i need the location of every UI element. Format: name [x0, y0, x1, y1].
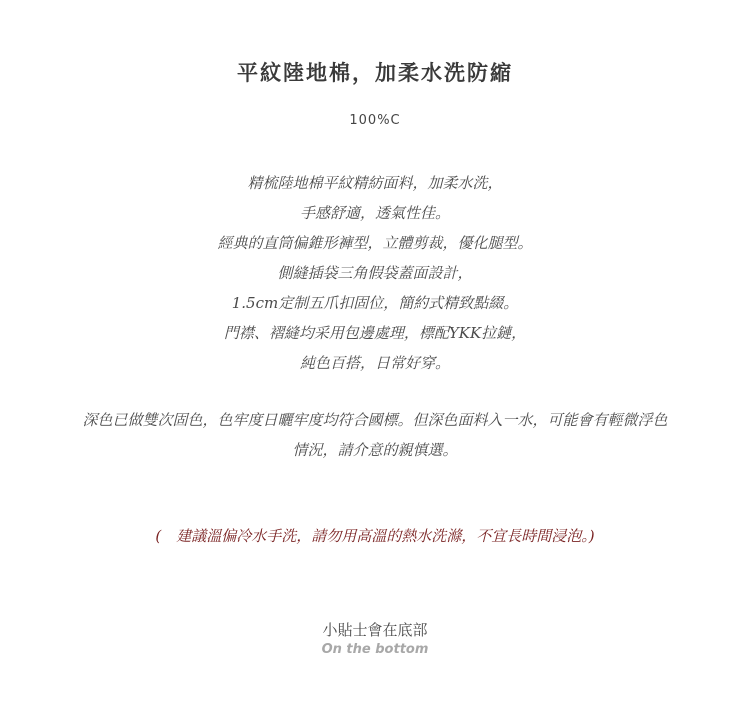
description-line: 經典的直筒偏錐形褲型，立體剪裁，優化腿型。 [217, 234, 533, 252]
description-line: 精梳陸地棉平紋精紡面料，加柔水洗， [247, 174, 503, 192]
description-line: 手感舒適，透氣性佳。 [299, 204, 450, 222]
material-composition: 100%C [349, 113, 401, 128]
product-description [0, 168, 750, 378]
description-line: 門襟、褶縫均采用包邊處理，標配YKK拉鏈， [223, 324, 527, 342]
note-line: 深色已做雙次固色，色牢度日曬牢度均符合國標。但深色面料入一水，可能會有輕微浮色 [82, 411, 668, 429]
tip-label-chinese: 小貼士會在底部 [322, 621, 428, 639]
page-title: 平紋陸地棉，加柔水洗防縮 [237, 60, 513, 85]
tip-label-english: On the bottom [321, 642, 429, 657]
care-instruction: ( 建議溫偏冷水手洗，請勿用高溫的熱水洗滌，不宜長時間浸泡。) [155, 527, 595, 545]
description-line: 側縫插袋三角假袋蓋面設計， [277, 264, 473, 282]
note-line: 情況，請介意的親慎選。 [292, 441, 458, 459]
description-line: 1.5cm定制五爪扣固位，簡約式精致點綴。 [231, 294, 519, 312]
color-fastness-note [0, 405, 750, 465]
description-line: 純色百搭，日常好穿。 [299, 354, 450, 372]
